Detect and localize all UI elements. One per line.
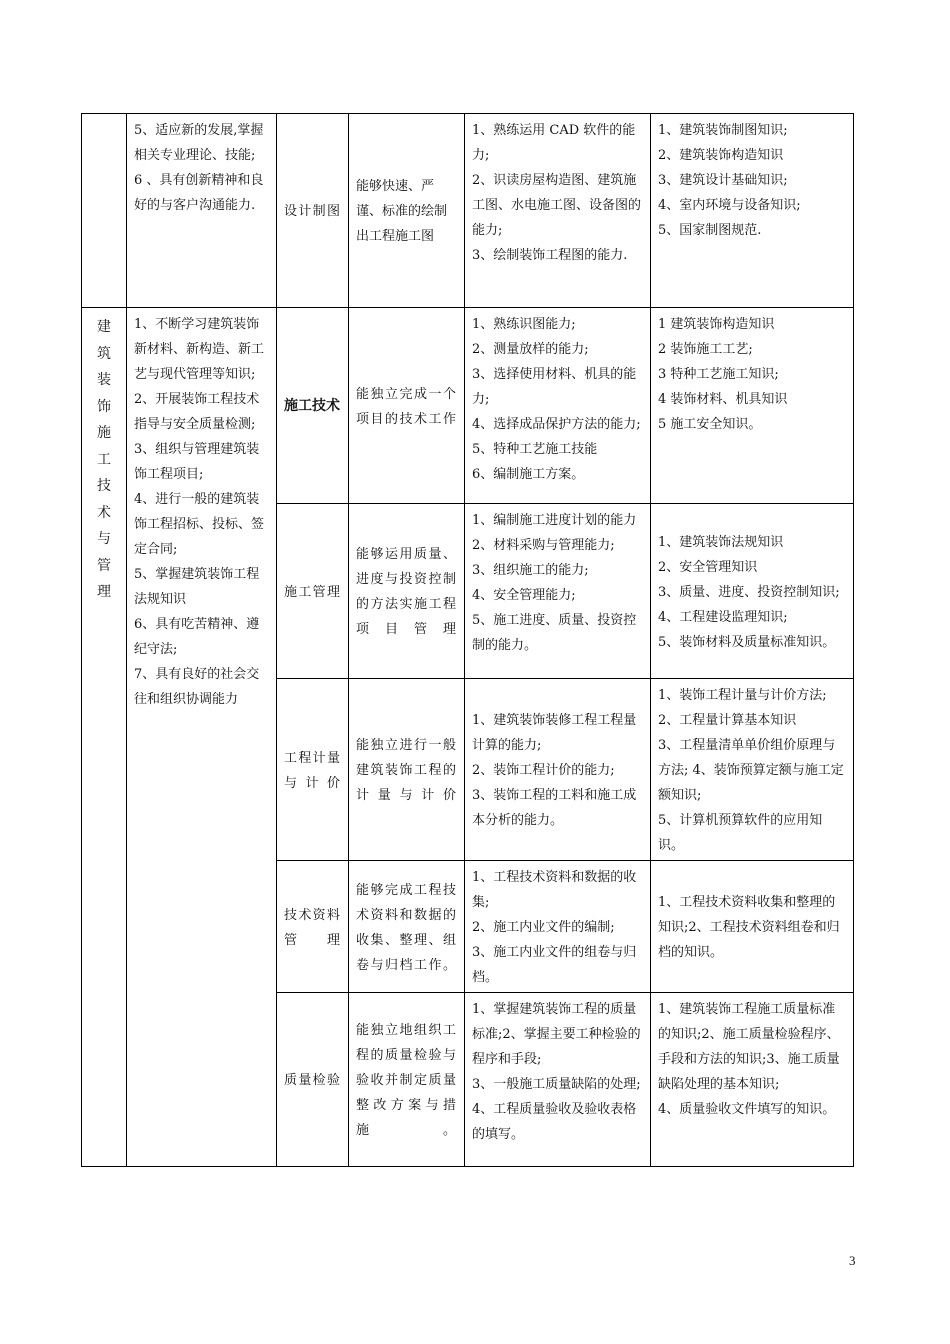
knowledge-item: 4 装饰材料、机具知识	[658, 392, 788, 407]
ability-item: 1、编制施工进度计划的能力	[472, 513, 637, 528]
category-char: 技	[97, 478, 111, 494]
ability-item: 6、编制施工方案。	[472, 467, 585, 482]
ability-item: 3、绘制装饰工程图的能力.	[472, 248, 628, 263]
category-char: 管	[97, 557, 111, 574]
knowledge-item: 2、安全管理知识	[658, 559, 758, 575]
category-char: 施	[97, 425, 111, 441]
goal-cell: 能独立地组织工程的质量检验与验收并制定质量整改方案与措施。	[349, 993, 465, 1167]
requirement-item: 3、组织与管理建筑装饰工程项目;	[134, 442, 260, 482]
goal-cell: 能独立完成一个项目的技术工作	[349, 308, 465, 504]
knowledge-item: 3、建筑设计基础知识;	[658, 173, 788, 188]
category-cell-empty	[82, 114, 127, 308]
module-cell: 工程计量与计价	[277, 679, 349, 861]
goal-cell: 能够运用质量、进度与投资控制的方法实施工程项目管理	[349, 504, 465, 679]
category-char: 与	[97, 531, 111, 547]
knowledge-cell	[651, 504, 854, 679]
ability-item: 2、识读房屋构造图、建筑施工图、水电施工图、设备图的能力;	[472, 173, 642, 238]
knowledge-item: 1、建筑装饰工程施工质量标准的知识;2、施工质量检验程序、手段和方法的知识;3、施工质量缺陷处理的基本知识;	[658, 1002, 840, 1092]
knowledge-item: 4、质量验收文件填写的知识。	[658, 1102, 836, 1117]
knowledge-cell	[651, 114, 854, 308]
requirement-item: 5、掌握建筑装饰工程法规知识	[134, 567, 260, 607]
ability-item: 4、工程质量验收及验收表格的填写。	[472, 1102, 637, 1142]
module-cell: 质量检验	[277, 993, 349, 1167]
abilities-cell	[465, 114, 651, 308]
goal-cell: 能够完成工程技术资料和数据的收集、整理、组卷与归档工作。	[349, 861, 465, 993]
ability-item: 4、安全管理能力;	[472, 588, 576, 603]
category-char: 筑	[97, 345, 111, 362]
knowledge-item: 4、工程建设监理知识;	[658, 609, 788, 625]
requirement-item: 1、不断学习建筑装饰新材料、新构造、新工艺与现代管理等知识;	[134, 317, 265, 382]
ability-item: 4、选择成品保护方法的能力;	[472, 417, 641, 432]
ability-item: 5、施工进度、质量、投资控制的能力。	[472, 613, 637, 653]
ability-item: 3、一般施工质量缺陷的处理;	[472, 1077, 641, 1092]
module-cell: 施工技术	[277, 308, 349, 504]
knowledge-item: 5、国家制图规范.	[658, 223, 762, 238]
knowledge-item: 5、装饰材料及质量标准知识。	[658, 634, 836, 650]
table-row	[82, 114, 854, 308]
ability-item: 2、装饰工程计价的能力;	[472, 763, 615, 778]
category-char: 术	[97, 504, 111, 521]
knowledge-item: 1 建筑装饰构造知识	[658, 317, 775, 332]
knowledge-cell	[651, 993, 854, 1167]
category-cell	[82, 308, 127, 1167]
category-char: 装	[97, 372, 111, 388]
category-char: 工	[97, 451, 111, 468]
category-char: 建	[97, 319, 111, 335]
ability-item: 3、装饰工程的工料和施工成本分析的能力。	[472, 788, 637, 828]
category-char: 理	[97, 584, 111, 600]
ability-item: 3、施工内业文件的组卷与归档。	[472, 945, 637, 985]
requirement-item: 4、进行一般的建筑装饰工程招标、投标、签定合同;	[134, 492, 265, 557]
ability-item: 1、熟练识图能力;	[472, 317, 576, 332]
knowledge-item: 2、工程量计算基本知识	[658, 713, 797, 728]
goal-cell: 能独立进行一般建筑装饰工程的计量与计价	[349, 679, 465, 861]
ability-item: 3、选择使用材料、机具的能力;	[472, 367, 637, 407]
ability-item: 5、特种工艺施工技能	[472, 442, 598, 457]
requirements-cell	[127, 114, 277, 308]
knowledge-item: 5、计算机预算软件的应用知识。	[658, 813, 823, 853]
ability-item: 1、工程技术资料和数据的收集;	[472, 870, 637, 910]
abilities-cell	[465, 679, 651, 861]
abilities-cell	[465, 504, 651, 679]
requirement-item: 5、适应新的发展,掌握相关专业理论、技能;	[134, 123, 264, 163]
knowledge-cell	[651, 679, 854, 861]
requirement-item: 6 、具有创新精神和良好的与客户沟通能力.	[134, 173, 264, 213]
requirement-item: 7、具有良好的社会交往和组织协调能力	[134, 667, 260, 707]
requirement-item: 6、具有吃苦精神、遵纪守法;	[134, 617, 260, 657]
abilities-cell	[465, 861, 651, 993]
knowledge-cell	[651, 861, 854, 993]
knowledge-item: 3、质量、进度、投资控制知识;	[658, 584, 840, 600]
ability-item: 1、掌握建筑装饰工程的质量标准;2、掌握主要工种检验的程序和手段;	[472, 1002, 641, 1067]
knowledge-item: 2、建筑装饰构造知识	[658, 148, 784, 163]
requirement-item: 2、开展装饰工程技术指导与安全质量检测;	[134, 392, 260, 432]
knowledge-item: 1、工程技术资料收集和整理的知识;2、工程技术资料组卷和归档的知识。	[658, 895, 840, 960]
knowledge-item: 5 施工安全知识。	[658, 417, 762, 432]
module-cell: 设计制图	[277, 114, 349, 308]
module-cell: 施工管理	[277, 504, 349, 679]
abilities-cell	[465, 308, 651, 504]
knowledge-item: 2 装饰施工工艺;	[658, 342, 753, 357]
module-cell: 技术资料管理	[277, 861, 349, 993]
knowledge-item: 1、建筑装饰制图知识;	[658, 123, 788, 138]
curriculum-table	[81, 113, 854, 1167]
table-outer-border	[853, 113, 854, 1159]
ability-item: 2、材料采购与管理能力;	[472, 538, 615, 553]
ability-item: 1、建筑装饰装修工程工程量计算的能力;	[472, 713, 637, 753]
knowledge-cell	[651, 308, 854, 504]
ability-item: 3、组织施工的能力;	[472, 563, 589, 578]
table-row	[82, 308, 854, 504]
category-char: 饰	[97, 398, 111, 415]
ability-item: 2、测量放样的能力;	[472, 342, 589, 357]
abilities-cell	[465, 993, 651, 1167]
knowledge-item: 4、室内环境与设备知识;	[658, 198, 801, 213]
goal-cell: 能够快速、严谨、标准的绘制出工程施工图	[349, 114, 465, 308]
ability-item: 1、熟练运用 CAD 软件的能力;	[472, 123, 636, 163]
requirements-cell	[127, 308, 277, 1167]
knowledge-item: 1、建筑装饰法规知识	[658, 534, 784, 550]
knowledge-item: 3、工程量清单单价组价原理与方法; 4、装饰预算定额与施工定额知识;	[658, 738, 844, 803]
page-number: 3	[849, 1253, 856, 1268]
knowledge-item: 1、装饰工程计量与计价方法;	[658, 688, 827, 703]
knowledge-item: 3 特种工艺施工知识;	[658, 367, 779, 382]
ability-item: 2、施工内业文件的编制;	[472, 920, 615, 935]
